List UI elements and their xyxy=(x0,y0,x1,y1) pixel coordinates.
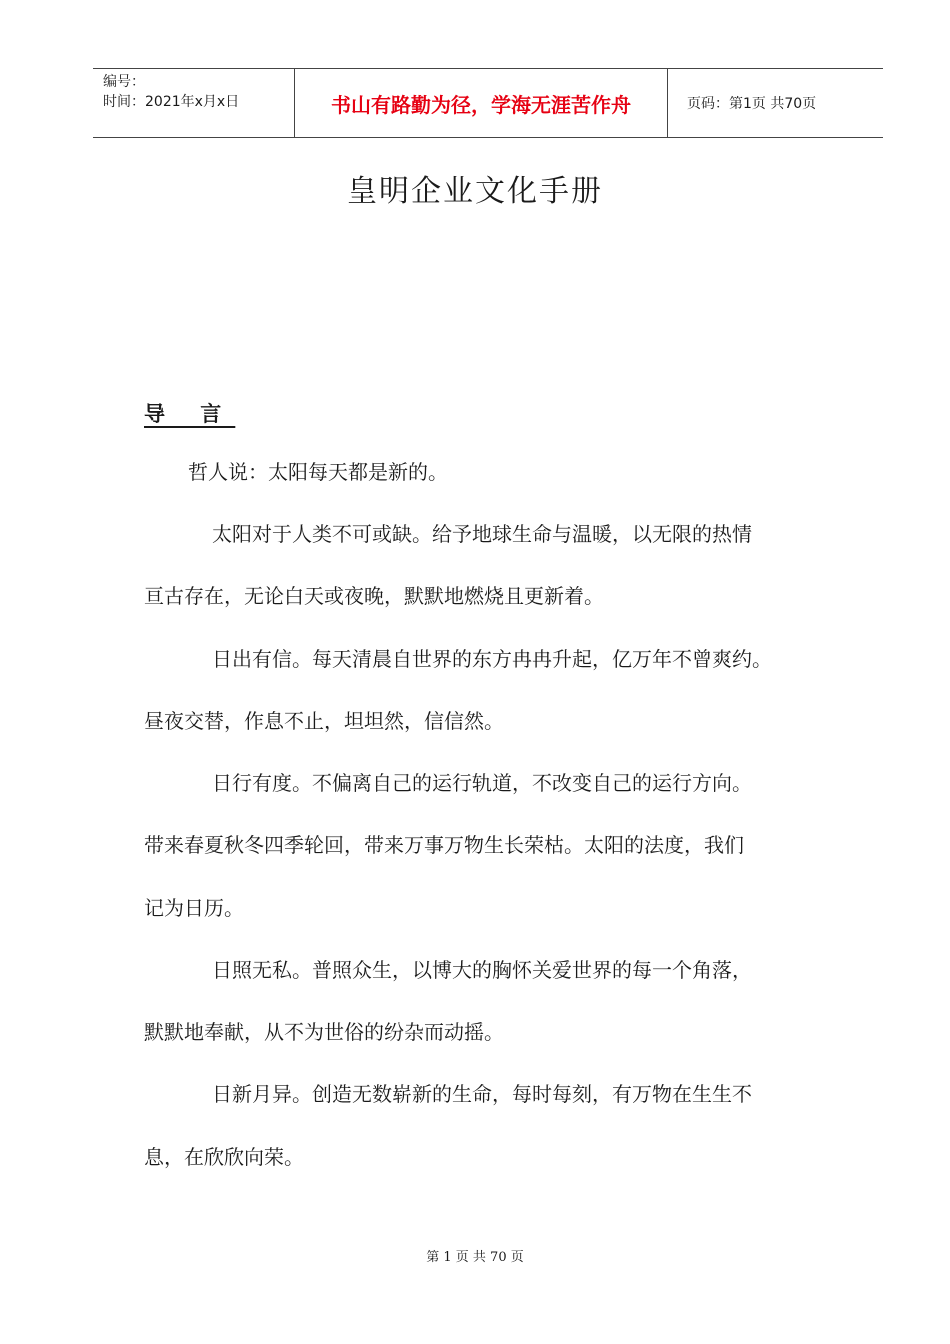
paragraph-line: 昼夜交替，作息不止，坦坦然，信信然。 xyxy=(144,709,504,733)
paragraph-line: 日新月异。创造无数崭新的生命，每时每刻，有万物在生生不 xyxy=(212,1082,752,1106)
header-meta-cell xyxy=(93,69,295,137)
number-label: 编号： xyxy=(103,74,145,90)
header-motto: 书山有路勤为径，学海无涯苦作舟 xyxy=(295,69,668,137)
paragraph-line: 息，在欣欣向荣。 xyxy=(144,1145,304,1169)
paragraph-line: 带来春夏秋冬四季轮回，带来万事万物生长荣枯。太阳的法度，我们 xyxy=(144,833,744,857)
paragraph-line: 默默地奉献，从不为世俗的纷杂而动摇。 xyxy=(144,1020,504,1044)
header-page-info xyxy=(677,69,883,137)
paragraph-line: 太阳对于人类不可或缺。给予地球生命与温暖，以无限的热情 xyxy=(212,522,752,546)
document-title: 皇明企业文化手册 xyxy=(347,174,603,209)
time-label: 时间：2021年x月x日 xyxy=(103,94,240,110)
paragraph-line: 日行有度。不偏离自己的运行轨道，不改变自己的运行方向。 xyxy=(212,771,752,795)
section-heading: 导 言 xyxy=(144,402,236,426)
paragraph-line: 日出有信。每天清晨自世界的东方冉冉升起，亿万年不曾爽约。 xyxy=(212,647,772,671)
paragraph-line: 日照无私。普照众生，以博大的胸怀关爱世界的每一个角落， xyxy=(212,958,752,982)
page-info-text: 页码：第1页 共70页 xyxy=(687,96,817,112)
document-header xyxy=(93,68,883,138)
paragraph-line: 哲人说：太阳每天都是新的。 xyxy=(188,460,448,484)
page-footer: 第 1 页 共 70 页 xyxy=(426,1250,524,1265)
paragraph-line: 记为日历。 xyxy=(144,896,244,920)
paragraph-line: 亘古存在，无论白天或夜晚，默默地燃烧且更新着。 xyxy=(144,584,604,608)
